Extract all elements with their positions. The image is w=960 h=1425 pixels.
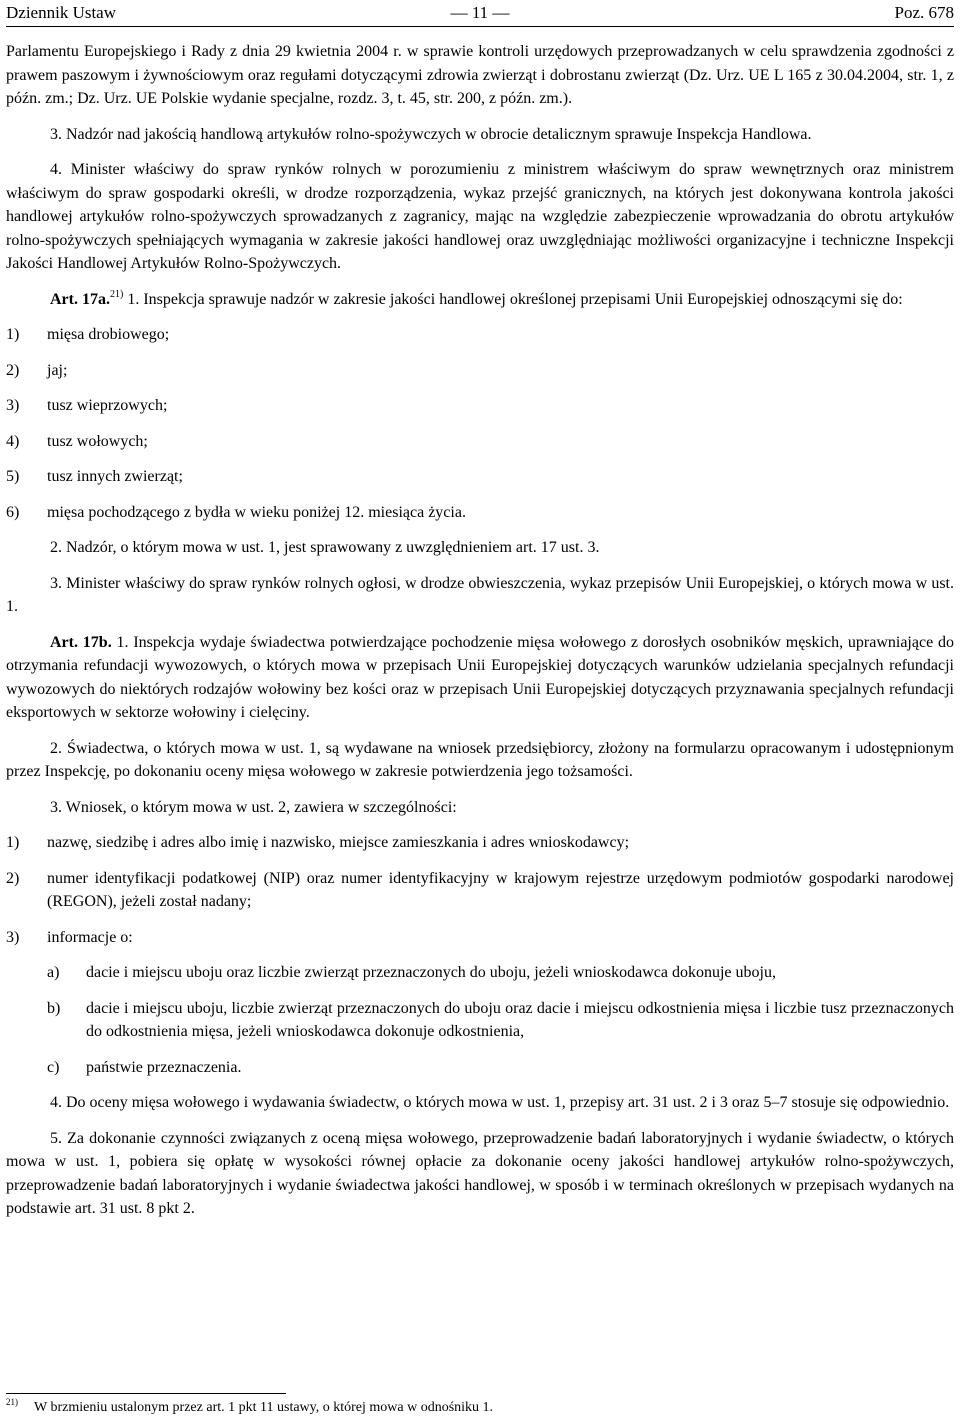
article-17b-paragraph-3: 3. Wniosek, o którym mowa w ust. 2, zawiera w szczególności: xyxy=(50,798,457,816)
list-item xyxy=(6,465,954,489)
sub-list-text: państwie przeznaczenia. xyxy=(86,1058,242,1076)
list-number: 4) xyxy=(6,432,20,450)
article-17b-intro xyxy=(6,631,954,725)
article-17b-paragraph-2: 2. Świadectwa, o których mowa w ust. 1, są wydawane na wniosek przedsiębiorcy, złożony na formularzu opracowanym i udostępnionym przez Inspekcję, po dokonaniu oceny mięsa wołowego w zakresie potwierdzenia jego tożsamości. xyxy=(6,739,954,780)
article-17a-text: 1. Inspekcja sprawuje nadzór w zakresie jakości handlowej określonej przepisami Unii Europejskiej odnoszącymi się do: xyxy=(123,290,903,308)
article-17a-paragraph-3: 3. Minister właściwy do spraw rynków rolnych ogłosi, w drodze obwieszczenia, wykaz przepisów Unii Europejskiej, o których mowa w ust. 1. xyxy=(6,574,954,615)
list-number: 3) xyxy=(6,928,20,946)
sub-list-text: dacie i miejscu uboju, liczbie zwierząt przeznaczonych do uboju oraz dacie i miejscu odkostnienia mięsa i liczbie tusz przeznaczonych do odkostnienia mięsa, jeżeli wnioskodawca dokonuje odkostnienia, xyxy=(86,999,954,1040)
document-page xyxy=(6,0,954,1217)
sub-list-item xyxy=(6,1056,954,1080)
list-text: mięsa drobiowego; xyxy=(47,326,170,343)
page-header xyxy=(6,0,954,26)
footnote-reference: 21) xyxy=(109,288,124,300)
list-number: 5) xyxy=(6,468,20,485)
list-text: numer identyfikacji podatkowej (NIP) oraz numer identyfikacyjny w krajowym rejestrze urzędowym podmiotów gospodarki narodowej (REGON), jeżeli został nadany; xyxy=(47,869,954,910)
list-text: informacje o: xyxy=(47,928,133,946)
list-number: 2) xyxy=(6,869,20,887)
sub-list-text: dacie i miejscu uboju oraz liczbie zwierząt przeznaczonych do uboju, jeżeli wnioskodawca dokonuje uboju, xyxy=(86,964,776,981)
sub-list-letter: b) xyxy=(47,999,61,1017)
article-17a-intro xyxy=(6,288,954,312)
sub-list-letter: c) xyxy=(47,1058,60,1076)
article-17b-paragraph-5: 5. Za dokonanie czynności związanych z oceną mięsa wołowego, przeprowadzenie badań laboratoryjnych i wydanie świadectw, o których mowa w ust. 1, pobiera się opłatę w wysokości równej opłacie za dokonanie oceny jakości handlowej artykułów rolno-spożywczych, przeprowadzenie badań laboratoryjnych i wydanie świadectwa jakości handlowej, w sposób i w terminach określonych w przepisach wydanych na podstawie art. 31 ust. 8 pkt 2. xyxy=(6,1129,954,1217)
article-17a-paragraph-2: 2. Nadzór, o którym mowa w ust. 1, jest sprawowany z uwzględnieniem art. 17 ust. 3. xyxy=(50,539,600,556)
sub-list-item xyxy=(6,997,954,1044)
list-number: 6) xyxy=(6,503,20,521)
list-item xyxy=(6,926,954,950)
list-text: tusz wieprzowych; xyxy=(47,397,168,414)
sub-list-letter: a) xyxy=(47,964,60,981)
paragraph-3: 3. Nadzór nad jakością handlową artykułów rolno-spożywczych w obrocie detalicznym sprawuje Inspekcja Handlowa. xyxy=(50,125,812,143)
page-number: — 11 — xyxy=(450,3,510,22)
list-text: tusz wołowych; xyxy=(47,432,148,450)
footnote-text: W brzmieniu ustalonym przez art. 1 pkt 11 ustawy, o której mowa w odnośniku 1. xyxy=(34,1400,494,1415)
list-item xyxy=(6,323,954,347)
list-number: 2) xyxy=(6,361,20,379)
header-rule xyxy=(6,26,954,27)
list-text: nazwę, siedzibę i adres albo imię i nazwisko, miejsce zamieszkania i adres wnioskodawcy; xyxy=(47,834,630,851)
list-item xyxy=(6,831,954,855)
footnote: $^{21)}$ W brzmieniu ustalonym przez art. 1 pkt 11 ustawy, o której mowa w odnośniku 1. xyxy=(6,1397,494,1415)
list-number: 1) xyxy=(6,834,20,851)
list-text: tusz innych zwierząt; xyxy=(47,468,183,485)
sub-list-item xyxy=(6,961,954,985)
document-body xyxy=(6,40,954,1221)
footnote-rule xyxy=(6,1393,286,1394)
article-17a-label: Art. 17a. xyxy=(50,290,110,308)
position-number: Poz. 678 xyxy=(894,3,954,22)
list-text: mięsa pochodzącego z bydła w wieku poniżej 12. miesiąca życia. xyxy=(47,503,466,521)
paragraph-continuation: Parlamentu Europejskiego i Rady z dnia 29 kwietnia 2004 r. w sprawie kontroli urzędowych przeprowadzanych w celu sprawdzenia zgodności z prawem paszowym i żywnościowym oraz regułami dotyczącymi zdrowia zwierząt i dobrostanu zwierząt (Dz. Urz. UE L 165 z 30.04.2004, str. 1, z późn. zm.; Dz. Urz. UE Polskie wydanie specjalne, rozdz. 3, t. 45, str. 200, z późn. zm.). xyxy=(6,43,954,107)
article-17b-label: Art. 17b. xyxy=(50,633,112,651)
article-17b-text: 1. Inspekcja wydaje świadectwa potwierdzające pochodzenie mięsa wołowego z dorosłych osobników męskich, uprawniające do otrzymania refundacji wywozowych, o których mowa w przepisach Unii Europejskiej dotyczących warunków udzielania specjalnych refundacji wywozowych do niektórych rodzajów wołowiny bez kości oraz w przepisach Unii Europejskiej dotyczących przyznawania specjalnych refundacji eksportowych w sektorze wołowiny i cielęciny. xyxy=(6,633,954,721)
list-item xyxy=(6,394,954,418)
list-item xyxy=(6,867,954,914)
list-item xyxy=(6,501,954,525)
list-number: 1) xyxy=(6,326,20,343)
list-item xyxy=(6,359,954,383)
paragraph-4: 4. Minister właściwy do spraw rynków rolnych w porozumieniu z ministrem właściwym do spraw wewnętrznych oraz ministrem właściwym do spraw gospodarki określi, w drodze rozporządzenia, wykaz przejść granicznych, na których jest dokonywana kontrola jakości handlowej artykułów rolno-spożywczych sprowadzanych z zagranicy, mając na względzie zabezpieczenie wprowadzania do obrotu artykułów rolno-spożywczych spełniających wymagania w zakresie jakości handlowej oraz uwzględniając możliwości organizacyjne i techniczne Inspekcji Jakości Handlowej Artykułów Rolno-Spożywczych. xyxy=(6,161,954,272)
list-item xyxy=(6,430,954,454)
journal-name: Dziennik Ustaw xyxy=(6,3,117,22)
list-text: jaj; xyxy=(47,361,68,379)
article-17b-paragraph-4: 4. Do oceny mięsa wołowego i wydawania świadectw, o których mowa w ust. 1, przepisy art. 31 ust. 2 i 3 oraz 5–7 stosuje się odpowiednio. xyxy=(50,1094,950,1111)
list-number: 3) xyxy=(6,397,20,414)
